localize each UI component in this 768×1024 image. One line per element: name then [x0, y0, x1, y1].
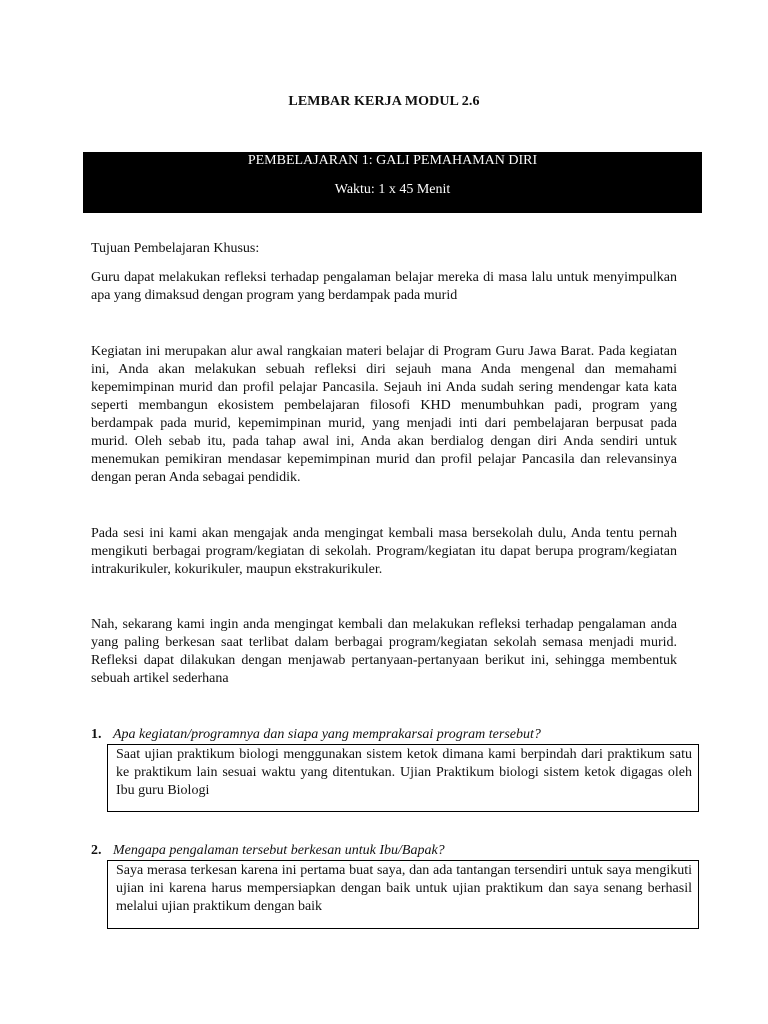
question-text: Apa kegiatan/programnya dan siapa yang memprakarsai program tersebut? — [113, 727, 541, 742]
lesson-banner — [83, 152, 702, 213]
question-number: 2. — [91, 843, 102, 858]
intro-paragraph: Kegiatan ini merupakan alur awal rangkaian materi belajar di Program Guru Jawa Barat. Pada kegiatan ini, Anda akan melakukan sebuah refleksi diri sejauh mana Anda mengenal dan memahami kepemimpinan murid dan profil pelajar Pancasila. Sejauh ini Anda sudah sering mendengar kata kata seperti membangun ekosistem pembelajaran filosofi KHD menumbuhkan padi, program yang berdampak pada murid, kepemimpinan murid, yang menjadi inti dari pembelajaran berpusat pada murid. Oleh sebab itu, pada tahap awal ini, Anda akan berdialog dengan diri Anda sendiri untuk menemukan pemikiran mendasar kepemimpinan murid dan profil pelajar Pancasila dan relevansinya dengan peran Anda sebagai pendidik. — [91, 344, 677, 485]
document-title: LEMBAR KERJA MODUL 2.6 — [288, 94, 480, 109]
objective-paragraph: Guru dapat melakukan refleksi terhadap pengalaman belajar mereka di masa lalu untuk menyimpulkan apa yang dimaksud dengan program yang berdampak pada murid — [91, 270, 677, 303]
banner-duration: Waktu: 1 x 45 Menit — [334, 182, 451, 197]
reflection-paragraph: Nah, sekarang kami ingin anda mengingat kembali dan melakukan refleksi terhadap pengalaman anda yang paling berkesan saat terlibat dalam berbagai program/kegiatan sekolah semasa menjadi murid. Refleksi dapat dilakukan dengan menjawab pertanyaan-pertanyaan berikut ini, sehingga membentuk sebuah artikel sederhana — [91, 617, 677, 686]
banner-lesson-title: PEMBELAJARAN 1: GALI PEMAHAMAN DIRI — [247, 153, 538, 168]
objective-heading: Tujuan Pembelajaran Khusus: — [91, 241, 260, 256]
answer-box[interactable]: Saya merasa terkesan karena ini pertama buat saya, dan ada tantangan tersendiri untuk saya mengikuti ujian ini karena harus mempersiapkan dengan baik untuk ujian praktikum dan saya senang berhasil melalui ujian praktikum dengan baik — [107, 860, 699, 929]
session-paragraph: Pada sesi ini kami akan mengajak anda mengingat kembali masa bersekolah dulu, Anda tentu pernah mengikuti berbagai program/kegiatan di sekolah. Program/kegiatan itu dapat berupa program/kegiatan intrakurikuler, kokurikuler, maupun ekstrakurikuler. — [91, 526, 677, 577]
question-text: Mengapa pengalaman tersebut berkesan untuk Ibu/Bapak? — [113, 843, 445, 858]
question-number: 1. — [91, 727, 102, 742]
answer-box[interactable]: Saat ujian praktikum biologi menggunakan sistem ketok dimana kami berpindah dari praktikum satu ke praktikum lain sesuai waktu yang ditentukan. Ujian Praktikum biologi sistem ketok digagas oleh Ibu guru Biologi — [107, 744, 699, 812]
